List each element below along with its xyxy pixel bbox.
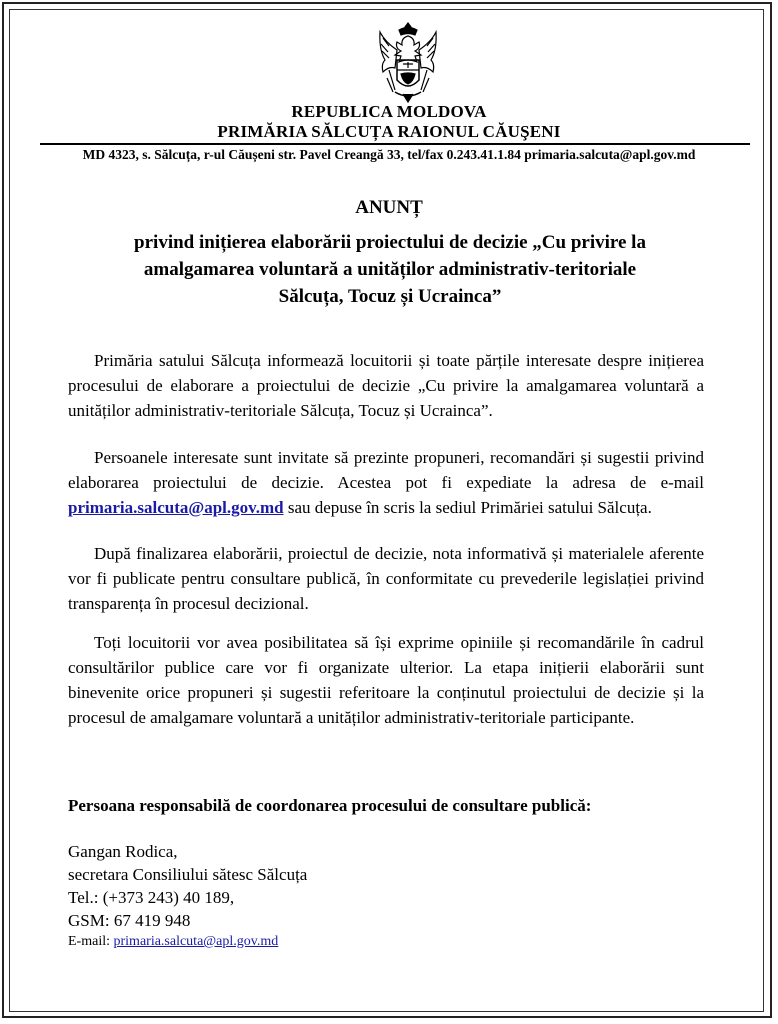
responsible-phone: Tel.: (+373 243) 40 189, xyxy=(68,888,235,907)
announcement-title: ANUNȚ xyxy=(355,197,423,218)
responsible-role: secretara Consiliului sătesc Sălcuța xyxy=(68,865,308,884)
responsible-person-heading: Persoana responsabilă de coordonarea procesului de consultare publică: xyxy=(68,796,592,815)
paragraph-invitation-text-start: Persoanele interesate sunt invitate să prezinte propuneri, recomandări și sugestii privind elaborarea proiectului de decizie. Acestea pot fi expediate la adresa de e-mail xyxy=(68,448,704,492)
responsible-mobile: GSM: 67 419 948 xyxy=(68,911,191,930)
responsible-email-line xyxy=(68,930,568,953)
responsible-name: Gangan Rodica, xyxy=(68,842,178,861)
announcement-subtitle: privind inițierea elaborării proiectului de decizie „Cu privire la amalgamarea voluntară a unităților administrativ-teritoriale Sălcuța, Tocuz și Ucrainca” xyxy=(134,232,646,307)
responsible-email-link[interactable]: primaria.salcuta@apl.gov.md xyxy=(113,934,279,949)
paragraph-publication: După finalizarea elaborării, proiectul de decizie, nota informativă și materialele aferente vor fi publicate pentru consultare publică, în conformitate cu prevederile legislației privind transparența în procesul decizional. xyxy=(68,544,704,613)
mayoralty-name: PRIMĂRIA SĂLCUȚA RAIONUL CĂUŞENI xyxy=(217,122,561,141)
coat-of-arms-icon xyxy=(375,20,441,106)
paragraph-consultation: Toți locuitorii vor avea posibilitatea să își exprime opiniile și recomandările în cadrul consultărilor publice care vor fi organizate ulterior. La etapa inițierii elaborării sunt binevenite orice propuneri și sugestii referitoare la conținutul proiectului de decizie și la procesul de amalgamare voluntară a unităților administrativ-teritoriale participante. xyxy=(68,633,704,727)
contact-address-line: MD 4323, s. Sălcuța, r-ul Căușeni str. Pavel Creangă 33, tel/fax 0.243.41.1.84 primaria.salcuta@apl.gov.md xyxy=(82,147,696,162)
email-link[interactable]: primaria.salcuta@apl.gov.md xyxy=(68,498,284,517)
paragraph-intro: Primăria satului Sălcuța informează locuitorii și toate părțile interesate despre inițierea procesului de elaborare a proiectului de decizie „Cu privire la amalgamarea voluntară a unităților administrativ-teritoriale Sălcuța, Tocuz și Ucrainca”. xyxy=(68,351,704,420)
paragraph-invitation-text-end: sau depuse în scris la sediul Primăriei satului Sălcuța. xyxy=(283,498,652,517)
paragraph-invitation xyxy=(68,445,704,520)
country-name: REPUBLICA MOLDOVA xyxy=(291,102,487,121)
email-label: E-mail: xyxy=(68,934,114,949)
header-divider xyxy=(40,143,750,145)
